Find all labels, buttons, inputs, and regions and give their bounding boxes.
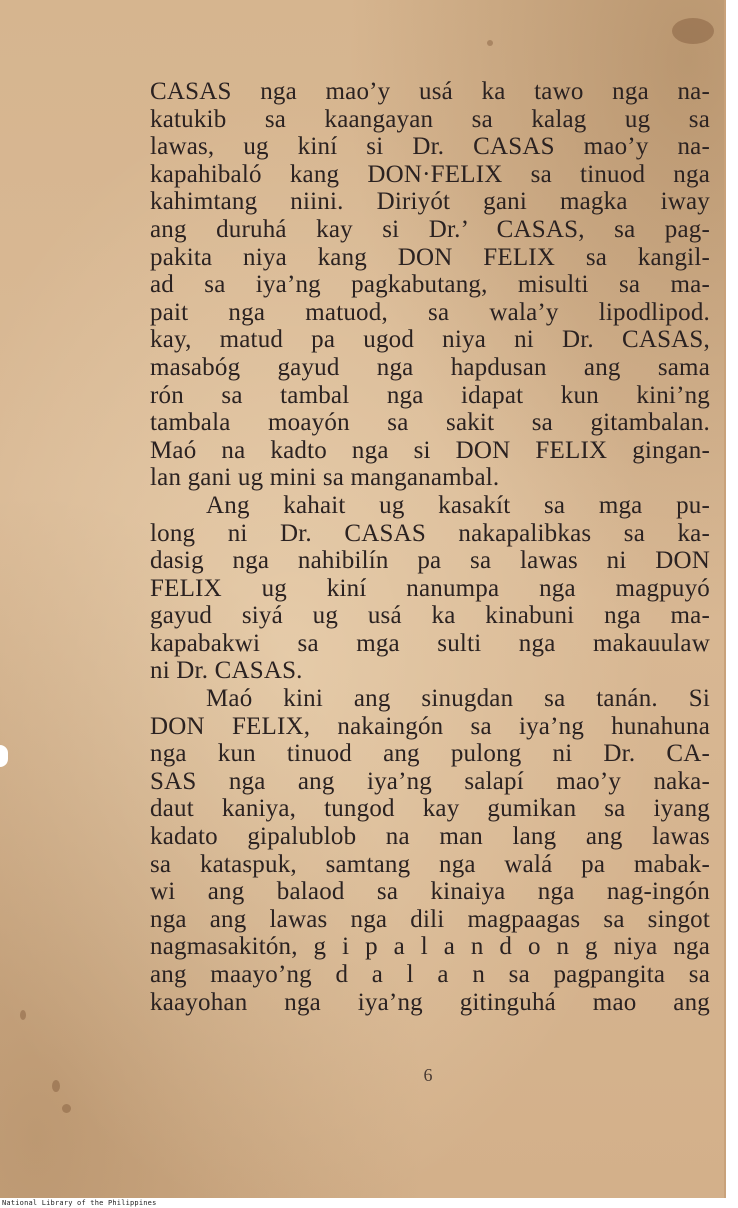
text-line: gayud siyá ug usá ka kinabuni nga ma- (150, 602, 710, 630)
text-line: long ni Dr. CASAS nakapalibkas sa ka- (150, 519, 710, 547)
text-line: nga ang lawas nga dili magpaagas sa singot (150, 905, 710, 933)
text-line: FELIX ug kiní nanumpa nga magpuyó (150, 574, 710, 602)
footer-credit: National Library of the Philippines (2, 1199, 157, 1207)
text-line: daut kaniya, tungod kay gumikan sa iyang (150, 795, 710, 823)
text-line: nagmasakitón, g i p a l a n d o n g niya nga (150, 933, 710, 961)
text-line: dasig nga nahibilín pa sa lawas ni DON (150, 547, 710, 575)
text-line: ad sa iya’ng pagkabutang, misulti sa ma- (150, 271, 710, 299)
text-line: ang maayo’ng d a l a n sa pagpangita sa (150, 961, 710, 988)
text-line: pakita niya kang DON FELIX sa kangil- (150, 243, 710, 271)
text-line: lawas, ug kiní si Dr. CASAS mao’y na- (150, 133, 710, 161)
tear-left-edge (0, 745, 8, 767)
text-line: SAS nga ang iya’ng salapí mao’y naka- (150, 767, 710, 795)
text-line: pait nga matuod, sa wala’y lipodlipod. (150, 298, 710, 326)
text-line: lan gani ug mini sa manganambal. (150, 464, 500, 492)
text-line: wi ang balaod sa kinaiya nga nag-ingón (150, 878, 710, 906)
text-line: ni Dr. CASAS. (150, 657, 303, 685)
text-line: kapabakwi sa mga sulti nga makauulaw (150, 629, 710, 657)
text-line: masabóg gayud nga hapdusan ang sama (150, 353, 710, 381)
text-line: Maó kini ang sinugdan sa tanán. Si (206, 685, 710, 713)
text-line: Ang kahait ug kasakít sa mga pu- (206, 491, 710, 519)
text-line: sa kataspuk, samtang nga walá pa mabak- (150, 850, 710, 878)
stain-left-edge-2 (52, 1080, 60, 1092)
text-line: nga kun tinuod ang pulong ni Dr. CA- (150, 740, 710, 768)
body-text (150, 78, 710, 1016)
stain-top-right (672, 18, 714, 44)
stain-left-edge-3 (62, 1104, 71, 1113)
text-line: CASAS nga mao’y usá ka tawo nga na- (150, 78, 710, 105)
page-number: 6 (423, 1065, 433, 1085)
text-line: tambala moayón sa sakit sa gitambalan. (150, 409, 710, 437)
text-line: kay, matud pa ugod niya ni Dr. CASAS, (150, 326, 710, 354)
text-line: kadato gipalublob na man lang ang lawas (150, 823, 710, 851)
text-line: rón sa tambal nga idapat kun kini’ng (150, 381, 710, 409)
text-line: ang duruhá kay si Dr.’ CASAS, sa pag- (150, 215, 710, 243)
text-line: katukib sa kaangayan sa kalag ug sa (150, 105, 710, 133)
text-line: kapahibaló kang DON·FELIX sa tinuod nga (150, 160, 710, 188)
stain-left-edge-1 (20, 1010, 26, 1020)
text-line: DON FELIX, nakaingón sa iya’ng hunahuna (150, 712, 710, 740)
stain-top-dot (487, 40, 493, 46)
text-line: Maó na kadto nga si DON FELIX gingan- (150, 436, 710, 464)
text-line: kaayohan nga iya’ng gitinguhá mao ang (150, 988, 710, 1016)
text-line: kahimtang niini. Diriyót gani magka iway (150, 188, 710, 216)
